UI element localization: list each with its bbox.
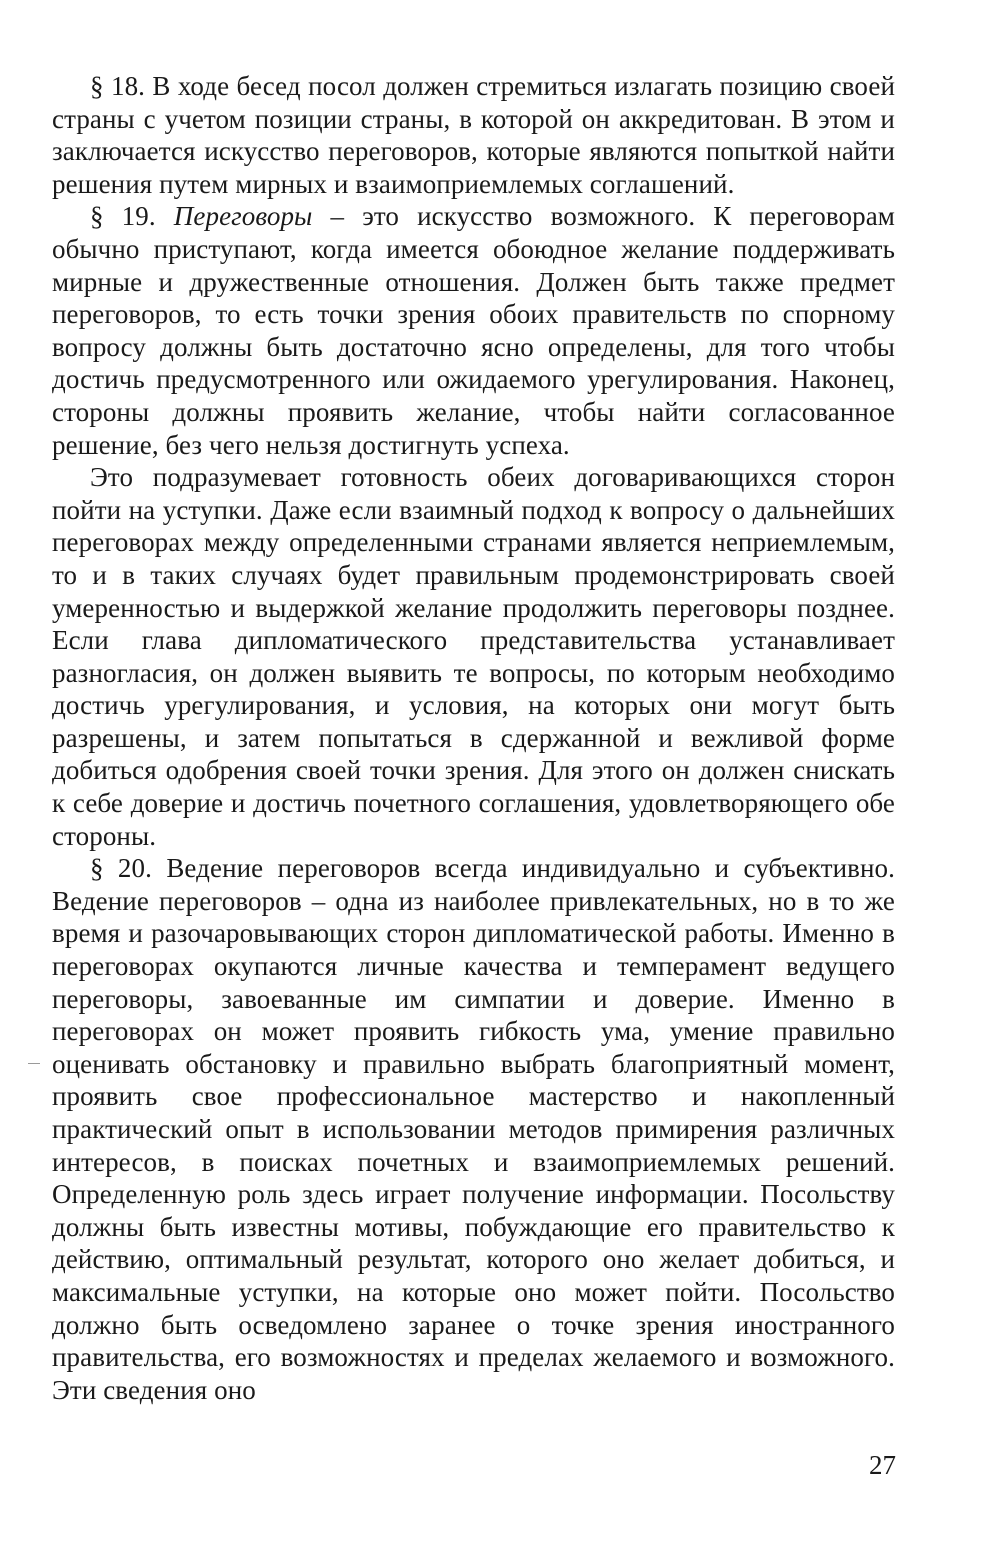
page-number: 27 xyxy=(869,1450,896,1480)
paragraph-19-term: Переговоры xyxy=(173,201,313,232)
paragraph-18 xyxy=(52,70,895,200)
paragraph-19-text: – это искусство возможного. К переговорам обычно приступают, когда имеется обоюдное желание поддерживать мирные и дружественные отношения. Должен быть также предмет переговоров, то есть точки зрения обоих правительств по спорному вопросу должны быть достаточно ясно определены, для того чтобы достичь предусмотренного или ожидаемого урегулирования. Наконец, стороны должны проявить желание, чтобы найти согласованное решение, без чего нельзя достигнуть успеха. xyxy=(52,201,895,460)
paragraph-20-text: § 20. Ведение переговоров всегда индивидуально и субъективно. Ведение переговоров – одна из наиболее привлекательных, но в то же время и разочаровывающих сторон дипломатической работы. Именно в переговорах окупаются личные качества и темперамент ведущего переговоры, завоеванные им симпатии и доверие. Именно в переговорах он может проявить гибкость ума, умение правильно оценивать обстановку и правильно выбрать благоприятный момент, проявить свое профессиональное мастерство и накопленный практический опыт в использовании методов примирения различных интересов, в поисках почетных и взаимоприемлемых решений. Определенную роль здесь играет получение информации. Посольству должны быть известны мотивы, побуждающие его правительство к действию, оптимальный результат, которого оно желает добиться, и максимальные уступки, на которые оно может пойти. Посольство должно быть осведомлено заранее о точке зрения иностранного правительства, его возможностях и пределах желаемого и возможного. Эти сведения оно xyxy=(52,853,895,1405)
page-body xyxy=(52,70,895,1406)
margin-mark xyxy=(28,1063,40,1064)
paragraph-19-prefix: § 19. xyxy=(90,201,174,232)
paragraph-19 xyxy=(52,200,895,461)
paragraph-19-continued-text: Это подразумевает готовность обеих договаривающихся сторон пойти на уступки. Даже если взаимный подход к вопросу о дальнейших переговорах между определенными странами является неприемлемым, то и в таких случаях будет правильным продемонстрировать своей умеренностью и выдержкой желание продолжить переговоры позднее. Если глава дипломатического представительства устанавливает разногласия, он должен выявить те вопросы, по которым необходимо достичь урегулирования, и условия, на которых они могут быть разрешены, и затем попытаться в сдержанной и вежливой форме добиться одобрения своей точки зрения. Для этого он должен снискать к себе доверие и достичь почетного соглашения, удовлетворяющего обе стороны. xyxy=(52,462,895,851)
paragraph-19-continued xyxy=(52,461,895,852)
paragraph-20 xyxy=(52,852,895,1406)
paragraph-18-text: § 18. В ходе бесед посол должен стремиться излагать позицию своей страны с учетом позиции страны, в которой он аккредитован. В этом и заключается искусство переговоров, которые являются попыткой найти решения путем мирных и взаимоприемлемых соглашений. xyxy=(52,71,895,199)
